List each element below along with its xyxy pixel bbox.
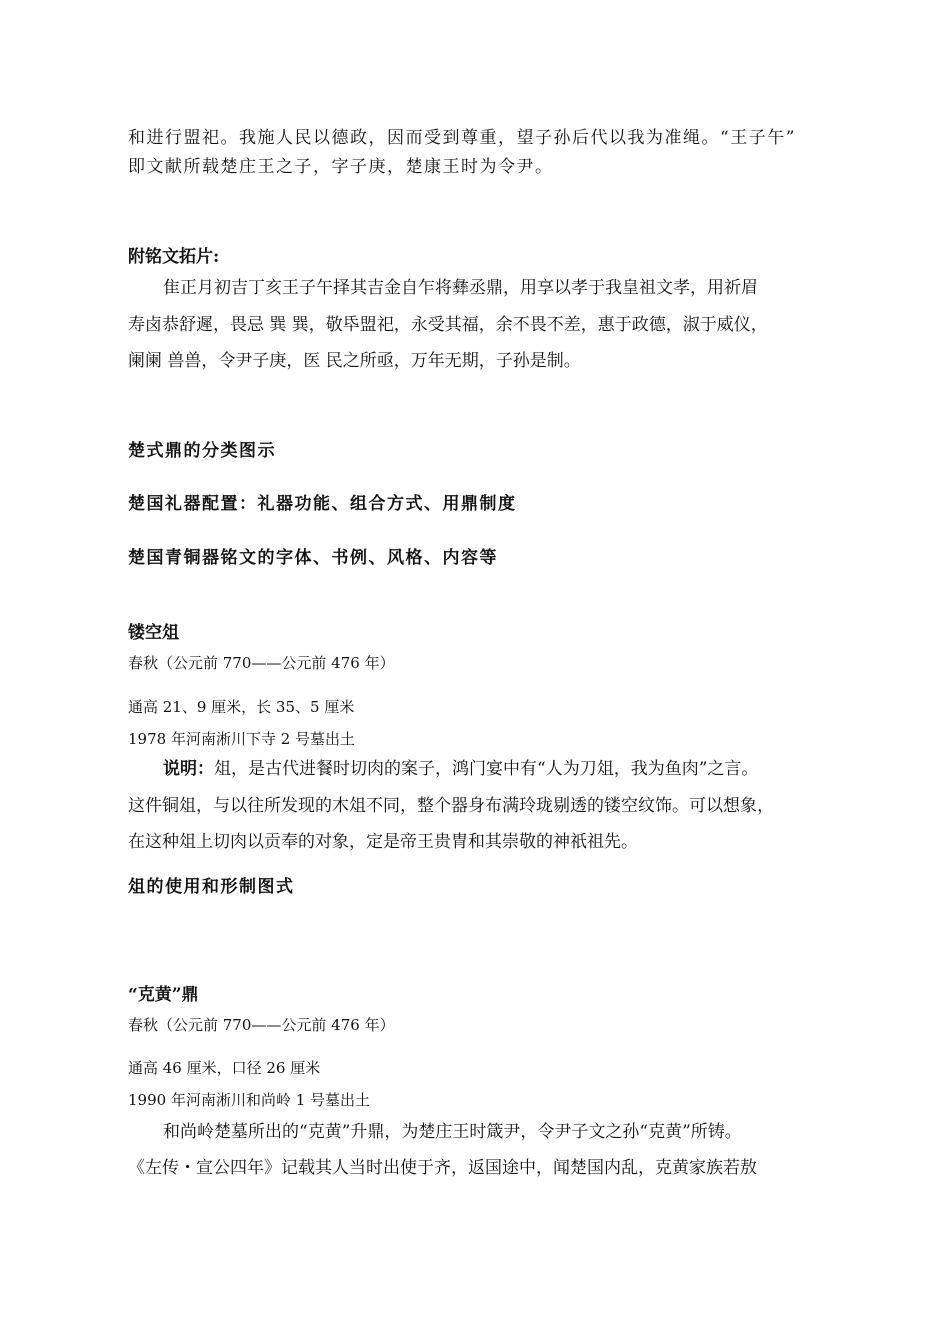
ding-title: “克黄”鼎 xyxy=(128,985,199,1005)
zu-size: 通高 21、9 厘米，长 35、5 厘米 xyxy=(128,698,355,716)
ding-origin: 1990 年河南淅川和尚岭 1 号墓出土 xyxy=(128,1091,371,1109)
topic-heading-2: 楚国礼器配置：礼器功能、组合方式、用鼎制度 xyxy=(128,494,517,514)
zu-description-line-2: 这件铜俎，与以往所发现的木俎不同，整个器身布满玲珑剔透的镂空纹饰。可以想象， xyxy=(128,796,774,816)
inscription-line-3: 阑阑 兽兽，令尹子庚，医 民之所亟，万年无期，子孙是制。 xyxy=(128,351,581,371)
topic-heading-1: 楚式鼎的分类图示 xyxy=(128,441,276,461)
zu-origin: 1978 年河南淅川下寺 2 号墓出土 xyxy=(128,730,356,748)
ding-size: 通高 46 厘米，口径 26 厘米 xyxy=(128,1059,321,1077)
zu-period: 春秋（公元前 770——公元前 476 年） xyxy=(128,654,395,672)
zu-usage-heading: 俎的使用和形制图式 xyxy=(128,877,295,897)
inscription-heading: 附铭文拓片: xyxy=(128,247,220,267)
zu-description-line-3: 在这种俎上切肉以贡奉的对象，定是帝王贵胄和其崇敬的神祇祖先。 xyxy=(128,832,638,852)
intro-line-1: 和进行盟祀。我施人民以德政，因而受到尊重，望子孙后代以我为准绳。“王子午” xyxy=(128,128,796,148)
zu-description-line-1 xyxy=(163,758,758,780)
ding-description-line-1: 和尚岭楚墓所出的“克黄”升鼎，为楚庄王时箴尹，令尹子文之孙“克黄”所铸。 xyxy=(163,1122,742,1142)
topic-heading-3: 楚国青铜器铭文的字体、书例、风格、内容等 xyxy=(128,548,498,568)
inscription-line-2: 寿卤恭舒遲，畏忌 巽 巽，敬氒盟祀，永受其福，余不畏不差，惠于政德，淑于威仪， xyxy=(128,315,768,335)
zu-title: 镂空俎 xyxy=(128,623,179,643)
ding-description-line-2: 《左传・宣公四年》记载其人当时出使于齐，返国途中，闻楚国内乱，克黄家族若敖 xyxy=(128,1158,757,1178)
zu-description-text: 俎，是古代进餐时切肉的案子，鸿门宴中有“人为刀俎，我为鱼肉”之言。 xyxy=(214,759,759,779)
ding-period: 春秋（公元前 770——公元前 476 年） xyxy=(128,1016,395,1034)
intro-line-2: 即文献所载楚庄王之子，字子庚，楚康王时为令尹。 xyxy=(128,157,554,177)
inscription-line-1: 隹正月初吉丁亥王子午择其吉金自乍将彝丞鼎，用享以孝于我皇祖文孝，用祈眉 xyxy=(163,278,758,298)
zu-description-label: 说明： xyxy=(163,759,214,779)
